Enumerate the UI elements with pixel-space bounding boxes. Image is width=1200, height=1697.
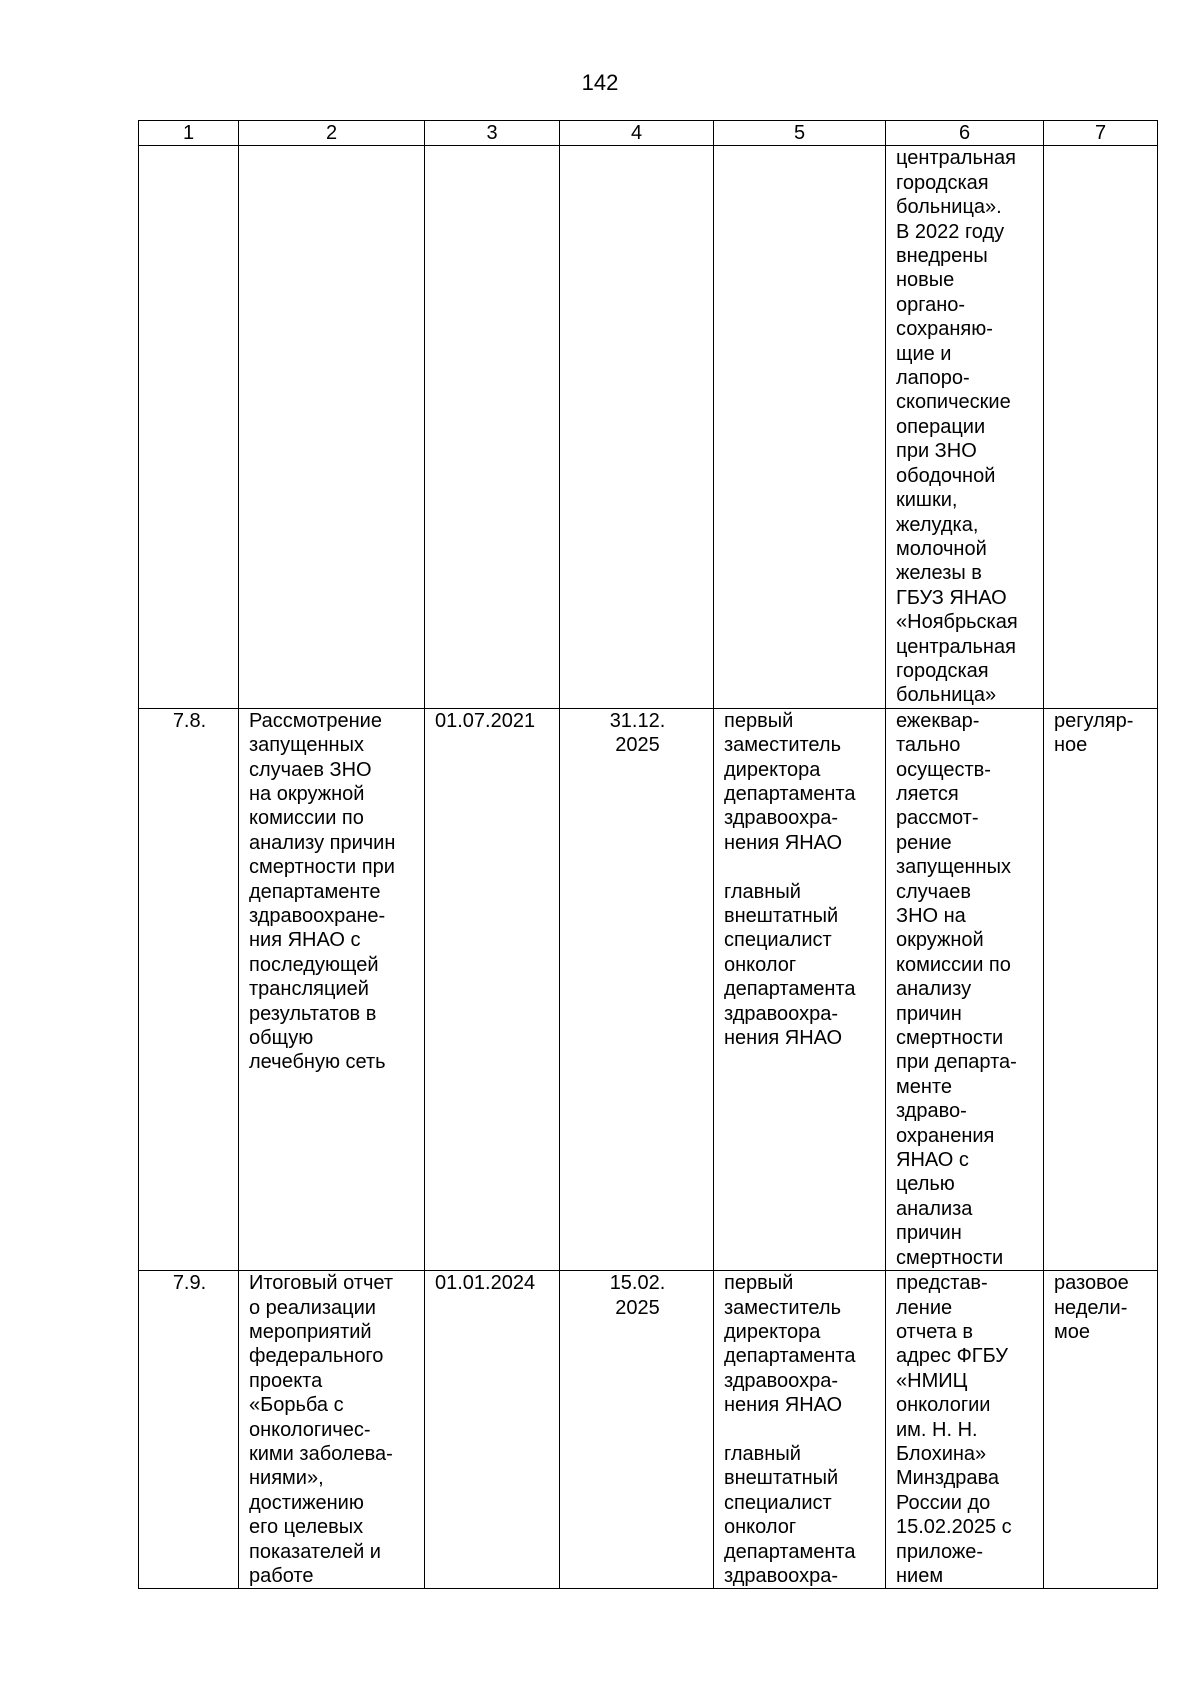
cell-start: 01.07.2021 <box>425 708 560 1270</box>
cell-type <box>1044 146 1158 708</box>
cell-num: 7.8. <box>139 708 239 1270</box>
cell-responsible <box>714 146 886 708</box>
header-row <box>139 121 1158 146</box>
cell-num: 7.9. <box>139 1271 239 1589</box>
cell-result: центральная городская больница». В 2022 году внедрены новые органо- сохраняю- щие и лапоро- скопические операции при ЗНО ободочной кишки, желудка, молочной железы в ГБУЗ ЯНАО «Ноябрьская центральная городская больница» <box>886 146 1044 708</box>
page-number: 142 <box>581 70 619 95</box>
cell-start: 01.01.2024 <box>425 1271 560 1589</box>
header-col-7: 7 <box>1044 121 1158 146</box>
header-col-3: 3 <box>425 121 560 146</box>
cell-type: разовое недели- мое <box>1044 1271 1158 1589</box>
table-row-7-9 <box>139 1271 1158 1589</box>
cell-end <box>560 146 714 708</box>
header-col-5: 5 <box>714 121 886 146</box>
cell-end: 31.12. 2025 <box>560 708 714 1270</box>
cell-result: ежеквар- тально осуществ- ляется рассмот- рение запущенных случаев ЗНО на окружной комиссии по анализу причин смертности при департа- менте здраво- охранения ЯНАО с целью анализа причин смертности <box>886 708 1044 1270</box>
header-col-6: 6 <box>886 121 1044 146</box>
measures-table <box>138 120 1158 1589</box>
cell-responsible: первый заместитель директора департамента здравоохра- нения ЯНАО главный внештатный специалист онколог департамента здравоохра- <box>714 1271 886 1589</box>
cell-event: Рассмотрение запущенных случаев ЗНО на окружной комиссии по анализу причин смертности при департаменте здравоохране- ния ЯНАО с последующей трансляцией результатов в общую лечебную сеть <box>239 708 425 1270</box>
cell-end: 15.02. 2025 <box>560 1271 714 1589</box>
table-row-continued <box>139 146 1158 708</box>
header-col-1: 1 <box>139 121 239 146</box>
header-col-4: 4 <box>560 121 714 146</box>
table-row-7-8 <box>139 708 1158 1270</box>
cell-start <box>425 146 560 708</box>
header-col-2: 2 <box>239 121 425 146</box>
cell-num <box>139 146 239 708</box>
cell-responsible: первый заместитель директора департамента здравоохра- нения ЯНАО главный внештатный специалист онколог департамента здравоохра- нения ЯНАО <box>714 708 886 1270</box>
cell-event: Итоговый отчет о реализации мероприятий федерального проекта «Борьба с онкологичес- кими заболева- ниями», достижению его целевых показателей и работе <box>239 1271 425 1589</box>
cell-result: представ- ление отчета в адрес ФГБУ «НМИЦ онкологии им. Н. Н. Блохина» Минздрава России до 15.02.2025 с приложе- нием <box>886 1271 1044 1589</box>
cell-type: регуляр- ное <box>1044 708 1158 1270</box>
cell-event <box>239 146 425 708</box>
